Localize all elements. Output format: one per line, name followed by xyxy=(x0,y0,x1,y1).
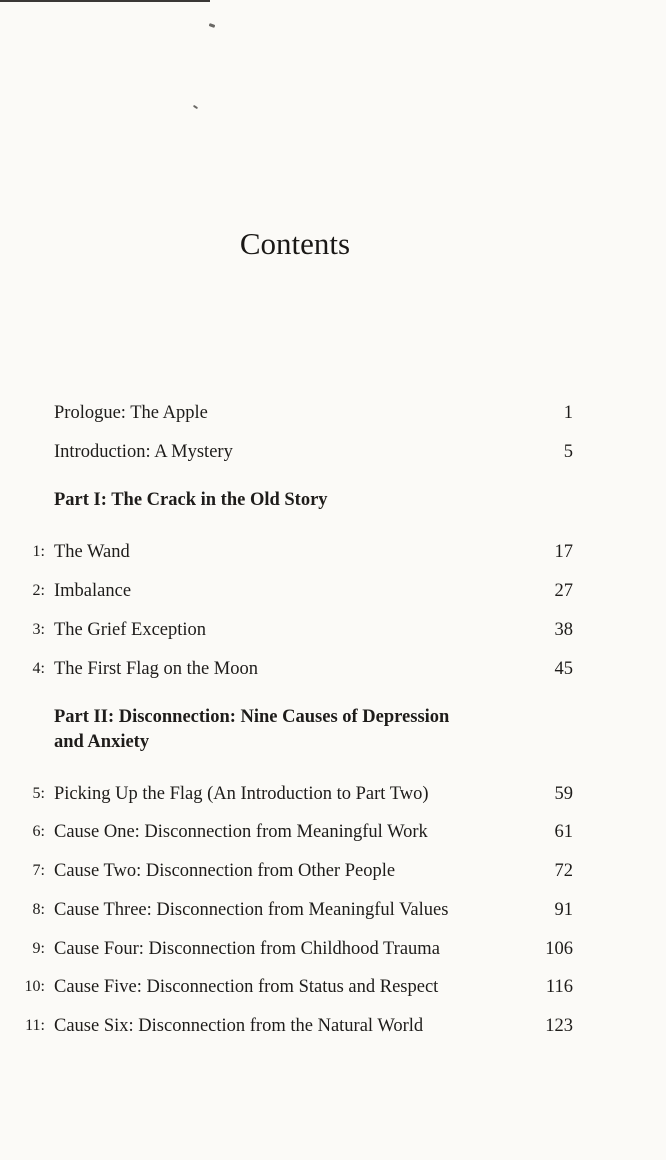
toc-entry-chapter-5[interactable] xyxy=(0,781,666,807)
toc-entry-page: 106 xyxy=(545,939,573,959)
part-two-title-line-1: Part II: Disconnection: Nine Causes of Depression xyxy=(54,707,450,727)
toc-entry-page: 1 xyxy=(563,403,573,423)
toc-entry-introduction[interactable] xyxy=(0,439,666,465)
toc-entry-chapter-6[interactable] xyxy=(0,819,666,845)
toc-entry-label: Cause Three: Disconnection from Meaningful Values xyxy=(54,900,449,920)
chapter-number: 2: xyxy=(32,582,45,599)
toc-entry-chapter-10[interactable] xyxy=(0,974,666,1000)
toc-entry-page: 72 xyxy=(554,861,573,881)
toc-entry-label: Introduction: A Mystery xyxy=(54,442,233,462)
toc-entry-page: 17 xyxy=(554,542,573,562)
chapter-number: 6: xyxy=(32,823,45,840)
chapter-number: 5: xyxy=(32,785,45,802)
toc-entry-prologue[interactable] xyxy=(0,400,666,426)
toc-entry-page: 45 xyxy=(554,659,573,679)
toc-entry-label: Cause One: Disconnection from Meaningful Work xyxy=(54,822,428,842)
part-two-heading[interactable] xyxy=(54,705,534,755)
toc-entry-page: 61 xyxy=(554,822,573,842)
toc-entry-chapter-1[interactable] xyxy=(0,539,666,565)
toc-entry-page: 116 xyxy=(545,977,573,997)
toc-entry-page: 38 xyxy=(554,620,573,640)
toc-entry-chapter-11[interactable] xyxy=(0,1013,666,1039)
part-two-title-line-2: and Anxiety xyxy=(54,732,150,752)
toc-entry-chapter-9[interactable] xyxy=(0,936,666,962)
toc-entry-label: Cause Five: Disconnection from Status and Respect xyxy=(54,977,439,997)
part-one-heading[interactable] xyxy=(54,488,534,513)
toc-entry-label: Cause Two: Disconnection from Other People xyxy=(54,861,396,881)
toc-entry-chapter-8[interactable] xyxy=(0,897,666,923)
toc-entry-label: Cause Four: Disconnection from Childhood Trauma xyxy=(54,939,440,959)
toc-entry-chapter-4[interactable] xyxy=(0,656,666,682)
chapter-number: 11: xyxy=(25,1017,45,1034)
page-title: Contents xyxy=(239,226,351,261)
chapter-number: 4: xyxy=(32,660,45,677)
chapter-number: 7: xyxy=(32,862,45,879)
toc-entry-label: Imbalance xyxy=(54,581,132,601)
toc-entry-label: Cause Six: Disconnection from the Natural World xyxy=(54,1016,424,1036)
toc-entry-label: Picking Up the Flag (An Introduction to Part Two) xyxy=(54,784,429,804)
toc-entry-chapter-3[interactable] xyxy=(0,617,666,643)
chapter-number: 3: xyxy=(32,621,45,638)
toc-entry-label: Prologue: The Apple xyxy=(54,403,208,423)
toc-entry-chapter-7[interactable] xyxy=(0,858,666,884)
chapter-number: 1: xyxy=(32,543,45,560)
part-one-title: Part I: The Crack in the Old Story xyxy=(54,490,328,510)
chapter-number: 8: xyxy=(32,901,45,918)
toc-entry-chapter-2[interactable] xyxy=(0,578,666,604)
toc-entry-page: 59 xyxy=(554,784,573,804)
toc-entry-page: 91 xyxy=(554,900,573,920)
toc-entry-page: 27 xyxy=(554,581,573,601)
toc-entry-label: The First Flag on the Moon xyxy=(54,659,259,679)
chapter-number: 10: xyxy=(24,978,45,995)
toc-entry-page: 5 xyxy=(563,442,573,462)
chapter-number: 9: xyxy=(32,940,45,957)
toc-entry-label: The Wand xyxy=(54,542,130,562)
toc-entry-label: The Grief Exception xyxy=(54,620,207,640)
toc-entry-page: 123 xyxy=(545,1016,573,1036)
